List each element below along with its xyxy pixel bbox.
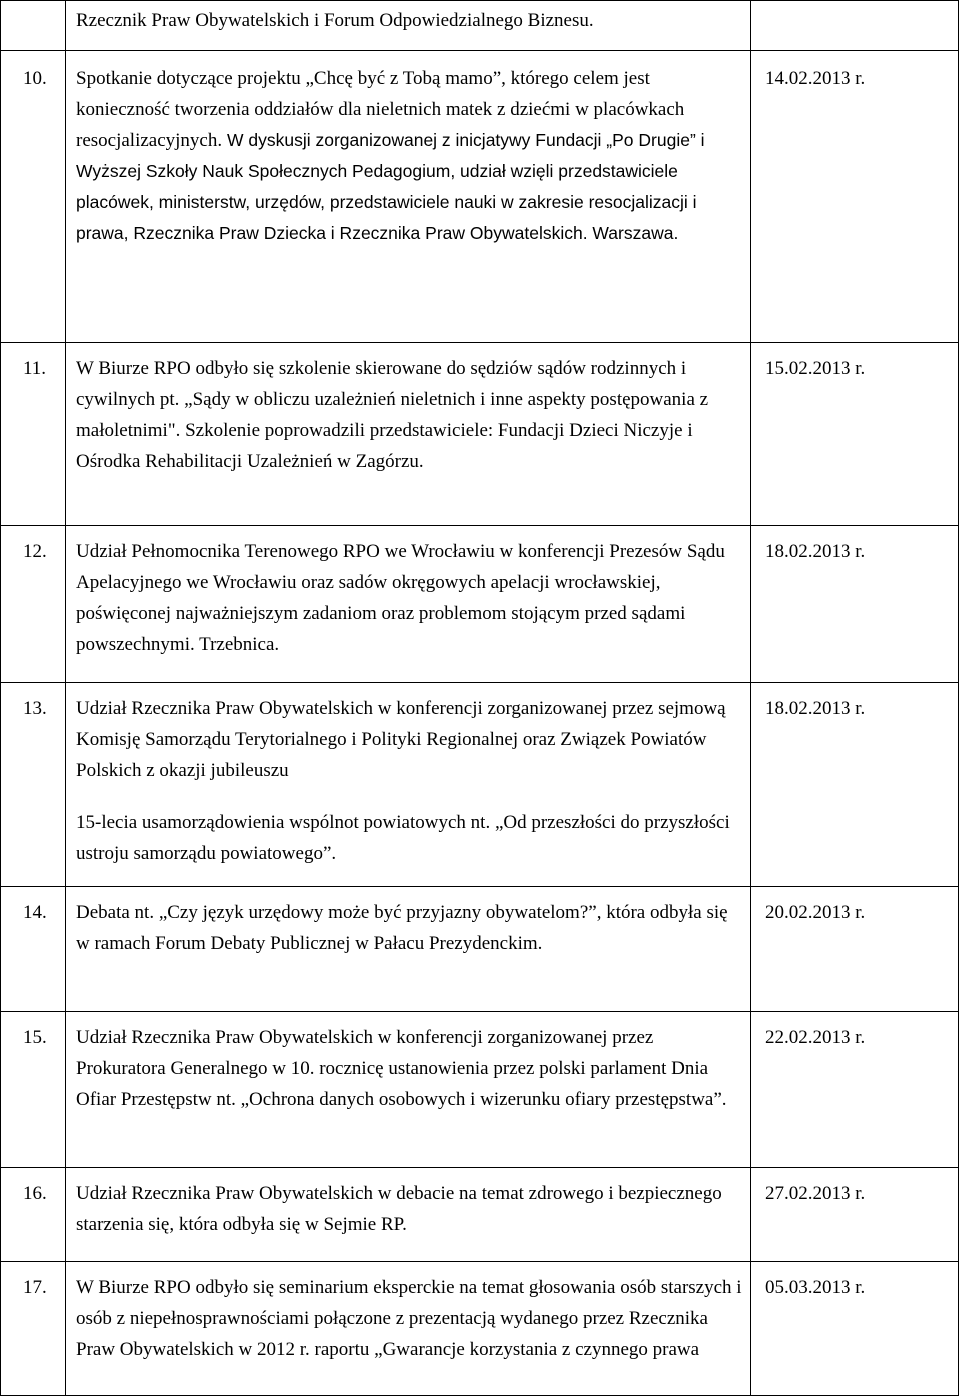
- description-text: Udział Rzecznika Praw Obywatelskich w konferencji zorganizowanej przez Prokuratora Generalnego w 10. rocznicę ustanowienia przez polski parlament Dnia Ofiar Przestępstw nt. „Ochrona danych osobowych i wizerunku ofiary przestępstwa”.: [76, 1027, 727, 1110]
- description-text: Spotkanie dotyczące projektu „Chcę być z Tobą mamo”, którego celem jest konieczność tworzenia oddziałów dla nieletnich matek z dziećmi w placówkach resocjalizacyjnych.: [76, 68, 685, 151]
- row-number: 17.: [1, 1262, 66, 1396]
- row-date: [751, 1, 959, 51]
- table-row: [1, 1012, 959, 1168]
- table-row: [1, 887, 959, 1012]
- row-date: 20.02.2013 r.: [751, 887, 959, 1012]
- table-row: [1, 51, 959, 343]
- table-row: [1, 343, 959, 526]
- row-date: 15.02.2013 r.: [751, 343, 959, 526]
- description-text: Debata nt. „Czy język urzędowy może być przyjazny obywatelom?”, która odbyła się w ramach Forum Debaty Publicznej w Pałacu Prezydenckim.: [76, 902, 728, 954]
- table-row: [1, 1168, 959, 1262]
- row-number: 16.: [1, 1168, 66, 1262]
- table-row: [1, 1262, 959, 1396]
- row-description: [66, 51, 751, 343]
- row-description: [66, 887, 751, 1012]
- row-number: [1, 1, 66, 51]
- row-description: [66, 1, 751, 51]
- row-number: 10.: [1, 51, 66, 343]
- row-date: 27.02.2013 r.: [751, 1168, 959, 1262]
- description-text: Udział Rzecznika Praw Obywatelskich w konferencji zorganizowanej przez sejmową Komisję Samorządu Terytorialnego i Polityki Regionalnej oraz Związek Powiatów Polskich z okazji jubileuszu: [76, 698, 726, 781]
- row-date: 18.02.2013 r.: [751, 683, 959, 887]
- row-number: 11.: [1, 343, 66, 526]
- row-number: 14.: [1, 887, 66, 1012]
- row-date: 18.02.2013 r.: [751, 526, 959, 683]
- description-text: W Biurze RPO odbyło się seminarium eksperckie na temat głosowania osób starszych i osób z niepełnosprawnościami połączone z prezentacją wydanego przez Rzecznika Praw Obywatelskich w 2012 r. raportu „Gwarancje korzystania z czynnego prawa: [76, 1277, 742, 1360]
- description-text: W Biurze RPO odbyło się szkolenie skierowane do sędziów sądów rodzinnych i cywilnych pt. „Sądy w obliczu uzależnień nieletnich i inne aspekty postępowania z małoletnimi". Szkolenie poprowadzili przedstawiciele: Fundacji Dzieci Niczyje i Ośrodka Rehabilitacji Uzależnień w Zagórzu.: [76, 358, 709, 472]
- row-number: 15.: [1, 1012, 66, 1168]
- row-description: [66, 343, 751, 526]
- row-date: 05.03.2013 r.: [751, 1262, 959, 1396]
- description-text: Udział Pełnomocnika Terenowego RPO we Wrocławiu w konferencji Prezesów Sądu Apelacyjnego we Wrocławiu oraz sadów okręgowych apelacji wrocławskiej, poświęconej najważniejszym zadaniom oraz problemom stojącym przed sądami powszechnymi. Trzebnica.: [76, 541, 725, 655]
- row-description: [66, 683, 751, 887]
- description-text-sans: W dyskusji zorganizowanej z inicjatywy Fundacji „Po Drugie” i Wyższej Szkoły Nauk Społecznych Pedagogium, udział wzięli przedstawiciele placówek, ministerstw, urzędów, przedstawiciele nauki w zakresie resocjalizacji i prawa, Rzecznika Praw Dziecka i Rzecznika Praw Obywatelskich. Warszawa.: [76, 130, 705, 243]
- description-text: Rzecznik Praw Obywatelskich i Forum Odpowiedzialnego Biznesu.: [76, 10, 594, 31]
- row-description: [66, 526, 751, 683]
- table-row: [1, 1, 959, 51]
- row-description: [66, 1168, 751, 1262]
- description-text: 15-lecia usamorządowienia wspólnot powiatowych nt. „Od przeszłości do przyszłości ustroju samorządu powiatowego”.: [76, 812, 730, 864]
- row-description: [66, 1012, 751, 1168]
- row-date: 22.02.2013 r.: [751, 1012, 959, 1168]
- row-date: 14.02.2013 r.: [751, 51, 959, 343]
- table-row: [1, 683, 959, 887]
- row-number: 13.: [1, 683, 66, 887]
- row-number: 12.: [1, 526, 66, 683]
- row-description: [66, 1262, 751, 1396]
- table-row: [1, 526, 959, 683]
- description-text: Udział Rzecznika Praw Obywatelskich w debacie na temat zdrowego i bezpiecznego starzenia się, która odbyła się w Sejmie RP.: [76, 1183, 722, 1235]
